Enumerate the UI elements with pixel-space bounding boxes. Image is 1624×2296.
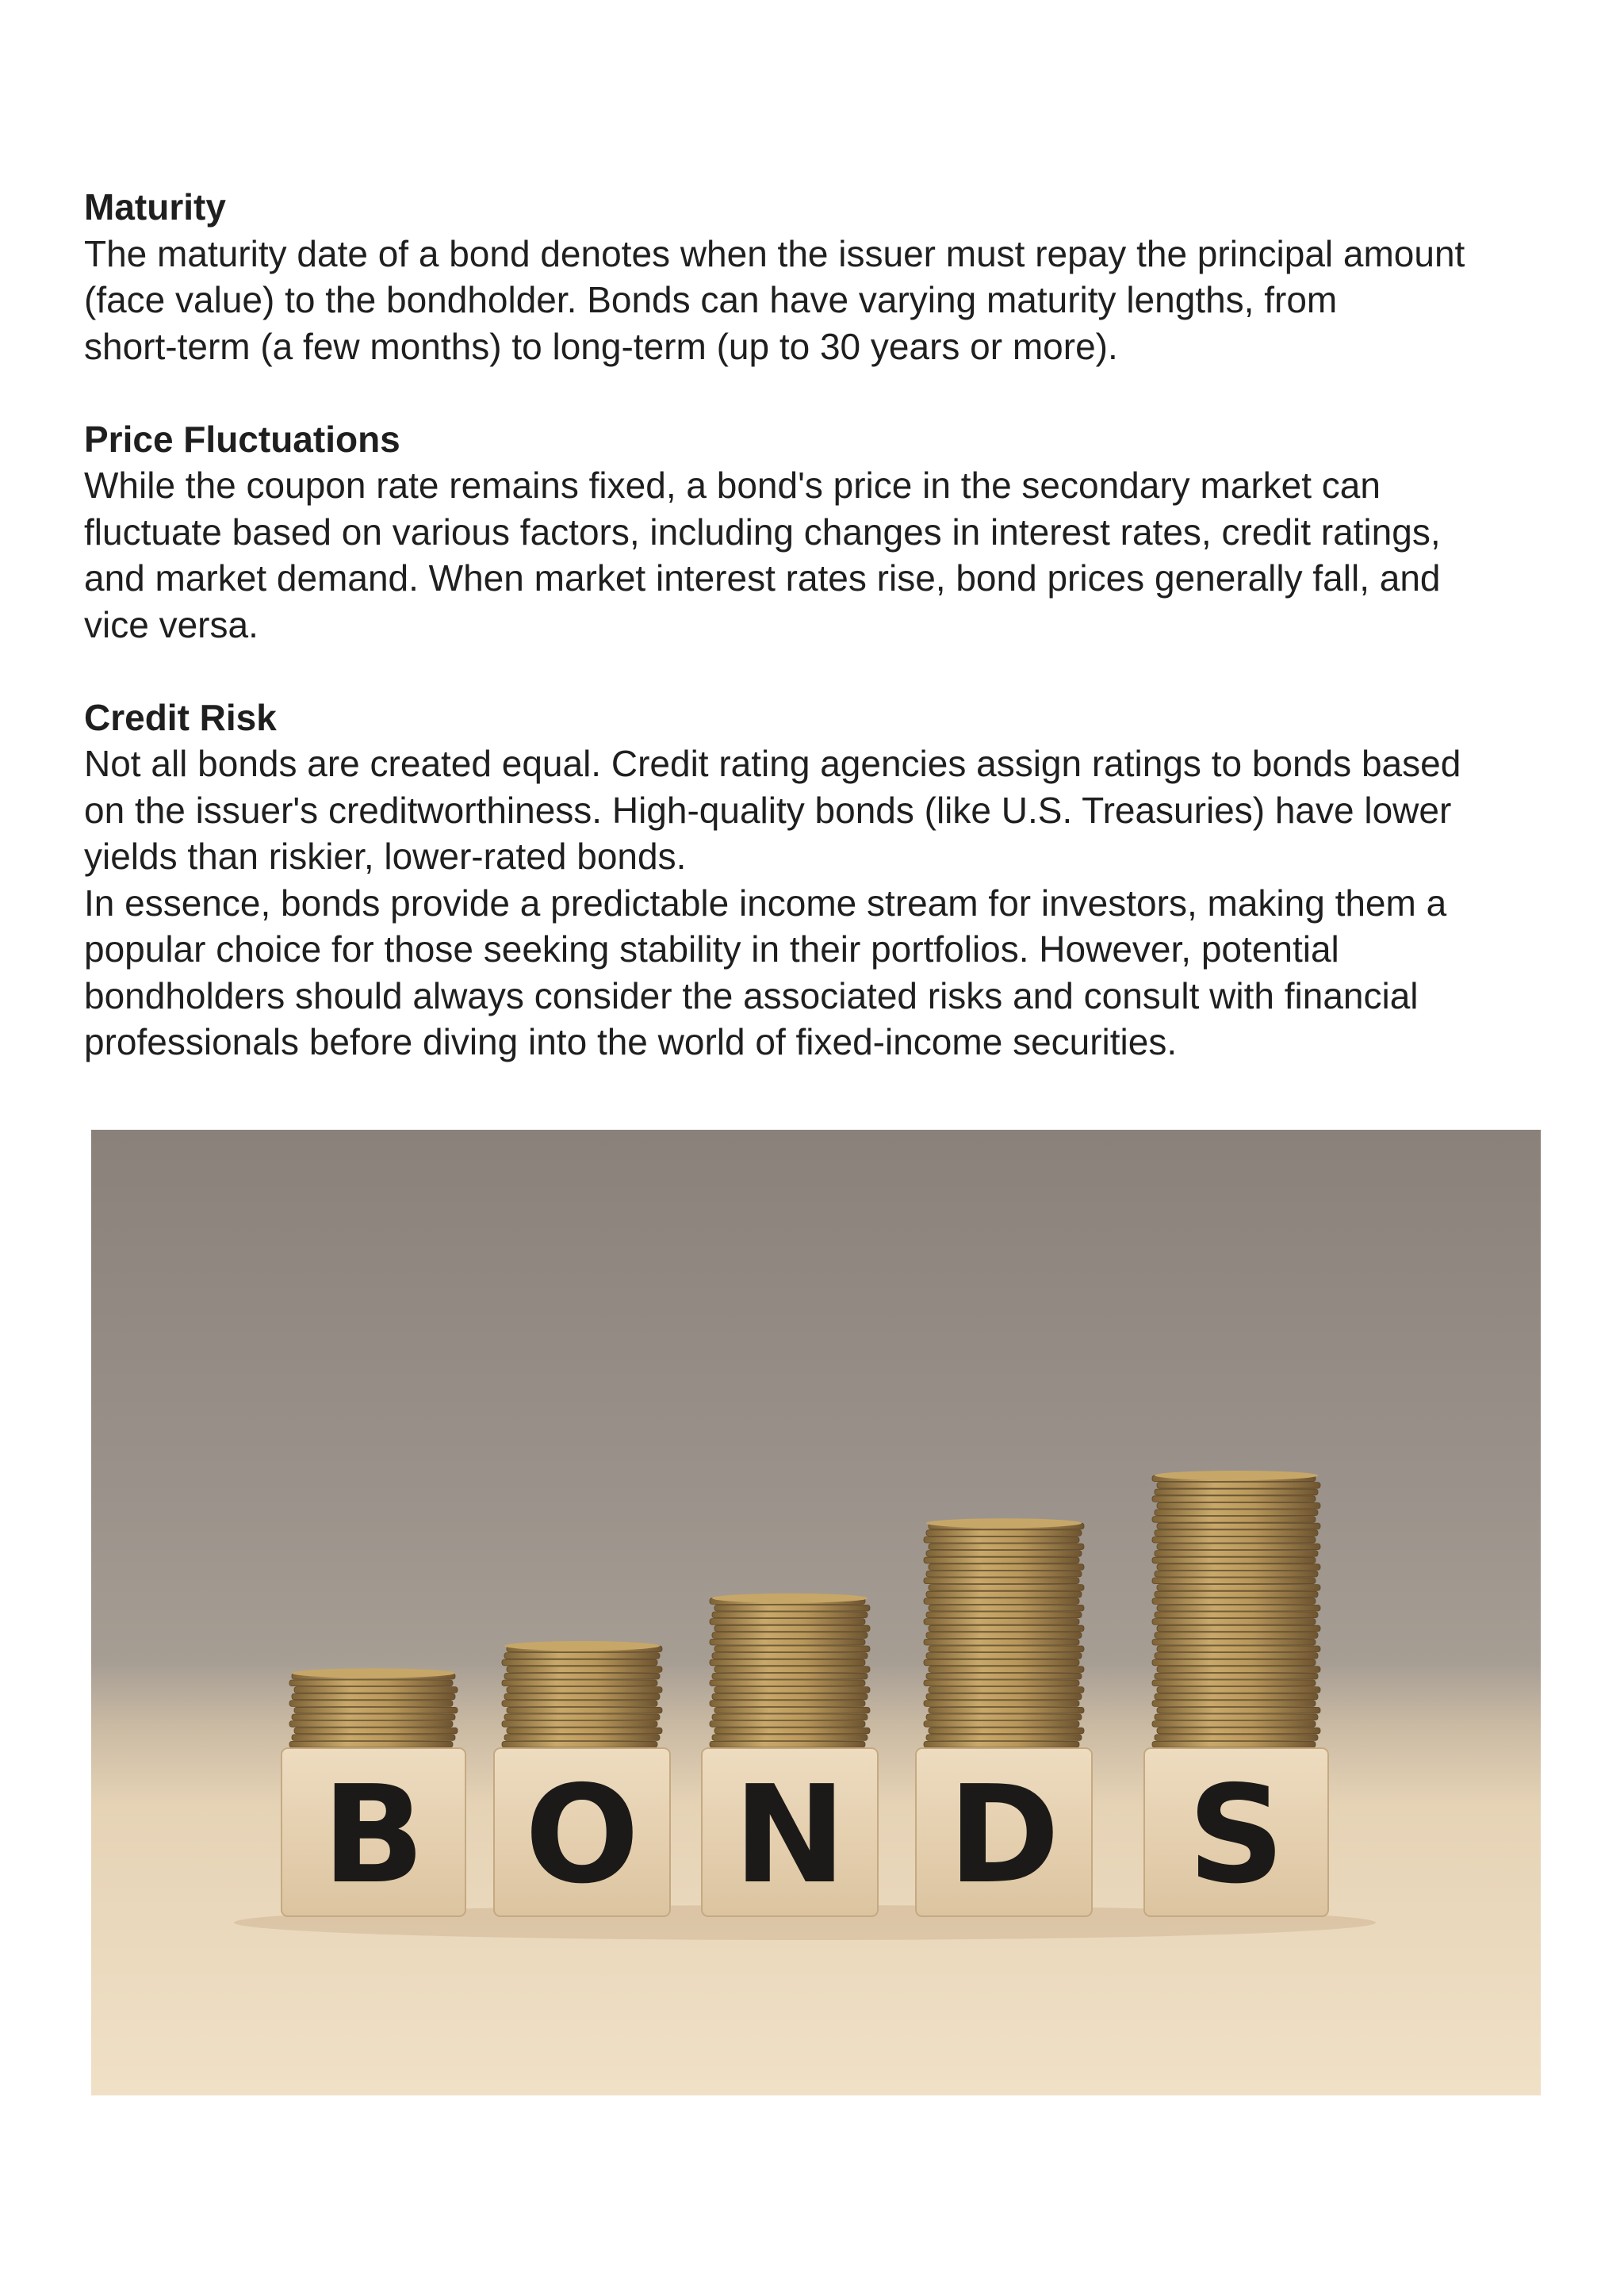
block-letter: S bbox=[1187, 1757, 1285, 1914]
block-letter: O bbox=[524, 1757, 640, 1914]
section-spacer bbox=[84, 369, 1591, 416]
section-title-maturity: Maturity bbox=[84, 186, 226, 228]
paragraph-line: yields than riskier, lower-rated bonds. bbox=[84, 836, 687, 877]
block-letter: B bbox=[322, 1757, 425, 1914]
conclusion-line: bondholders should always consider the associated risks and consult with financial bbox=[84, 974, 1419, 1016]
paragraph-line: on the issuer's creditworthiness. High-quality bonds (like U.S. Treasuries) have lower bbox=[84, 789, 1452, 831]
paragraph-line: (face value) to the bondholder. Bonds can have varying maturity lengths, from bbox=[84, 279, 1338, 320]
conclusion-line: professionals before diving into the world of fixed-income securities. bbox=[84, 1021, 1178, 1062]
bonds-illustration bbox=[91, 1130, 1541, 2095]
letter-block-n bbox=[702, 1594, 878, 1916]
paragraph-line: vice versa. bbox=[84, 603, 259, 645]
letter-block-b bbox=[282, 1668, 465, 1916]
paragraph-line: The maturity date of a bond denotes when the issuer must repay the principal amount bbox=[84, 232, 1465, 274]
bonds-photo bbox=[91, 1130, 1541, 2095]
block-letter: D bbox=[948, 1757, 1060, 1914]
paragraph-line: short-term (a few months) to long-term (up to 30 years or more). bbox=[84, 325, 1118, 367]
section-spacer bbox=[84, 648, 1591, 695]
letter-block-o bbox=[494, 1641, 670, 1916]
paragraph-line: Not all bonds are created equal. Credit rating agencies assign ratings to bonds based bbox=[84, 743, 1461, 784]
block-letter: N bbox=[733, 1757, 847, 1914]
conclusion-line: In essence, bonds provide a predictable income stream for investors, making them a bbox=[84, 882, 1447, 924]
letter-block-d bbox=[916, 1518, 1092, 1916]
letter-block-s bbox=[1144, 1471, 1328, 1916]
article-body bbox=[84, 184, 1591, 1066]
paragraph-line: and market demand. When market interest rates rise, bond prices generally fall, and bbox=[84, 557, 1441, 599]
paragraph-line: While the coupon rate remains fixed, a bond's price in the secondary market can bbox=[84, 465, 1381, 506]
paragraph-line: fluctuate based on various factors, including changes in interest rates, credit ratings, bbox=[84, 511, 1441, 553]
conclusion-line: popular choice for those seeking stability in their portfolios. However, potential bbox=[84, 928, 1339, 970]
section-title-credit-risk: Credit Risk bbox=[84, 696, 277, 738]
section-title-price-fluctuations: Price Fluctuations bbox=[84, 418, 400, 460]
